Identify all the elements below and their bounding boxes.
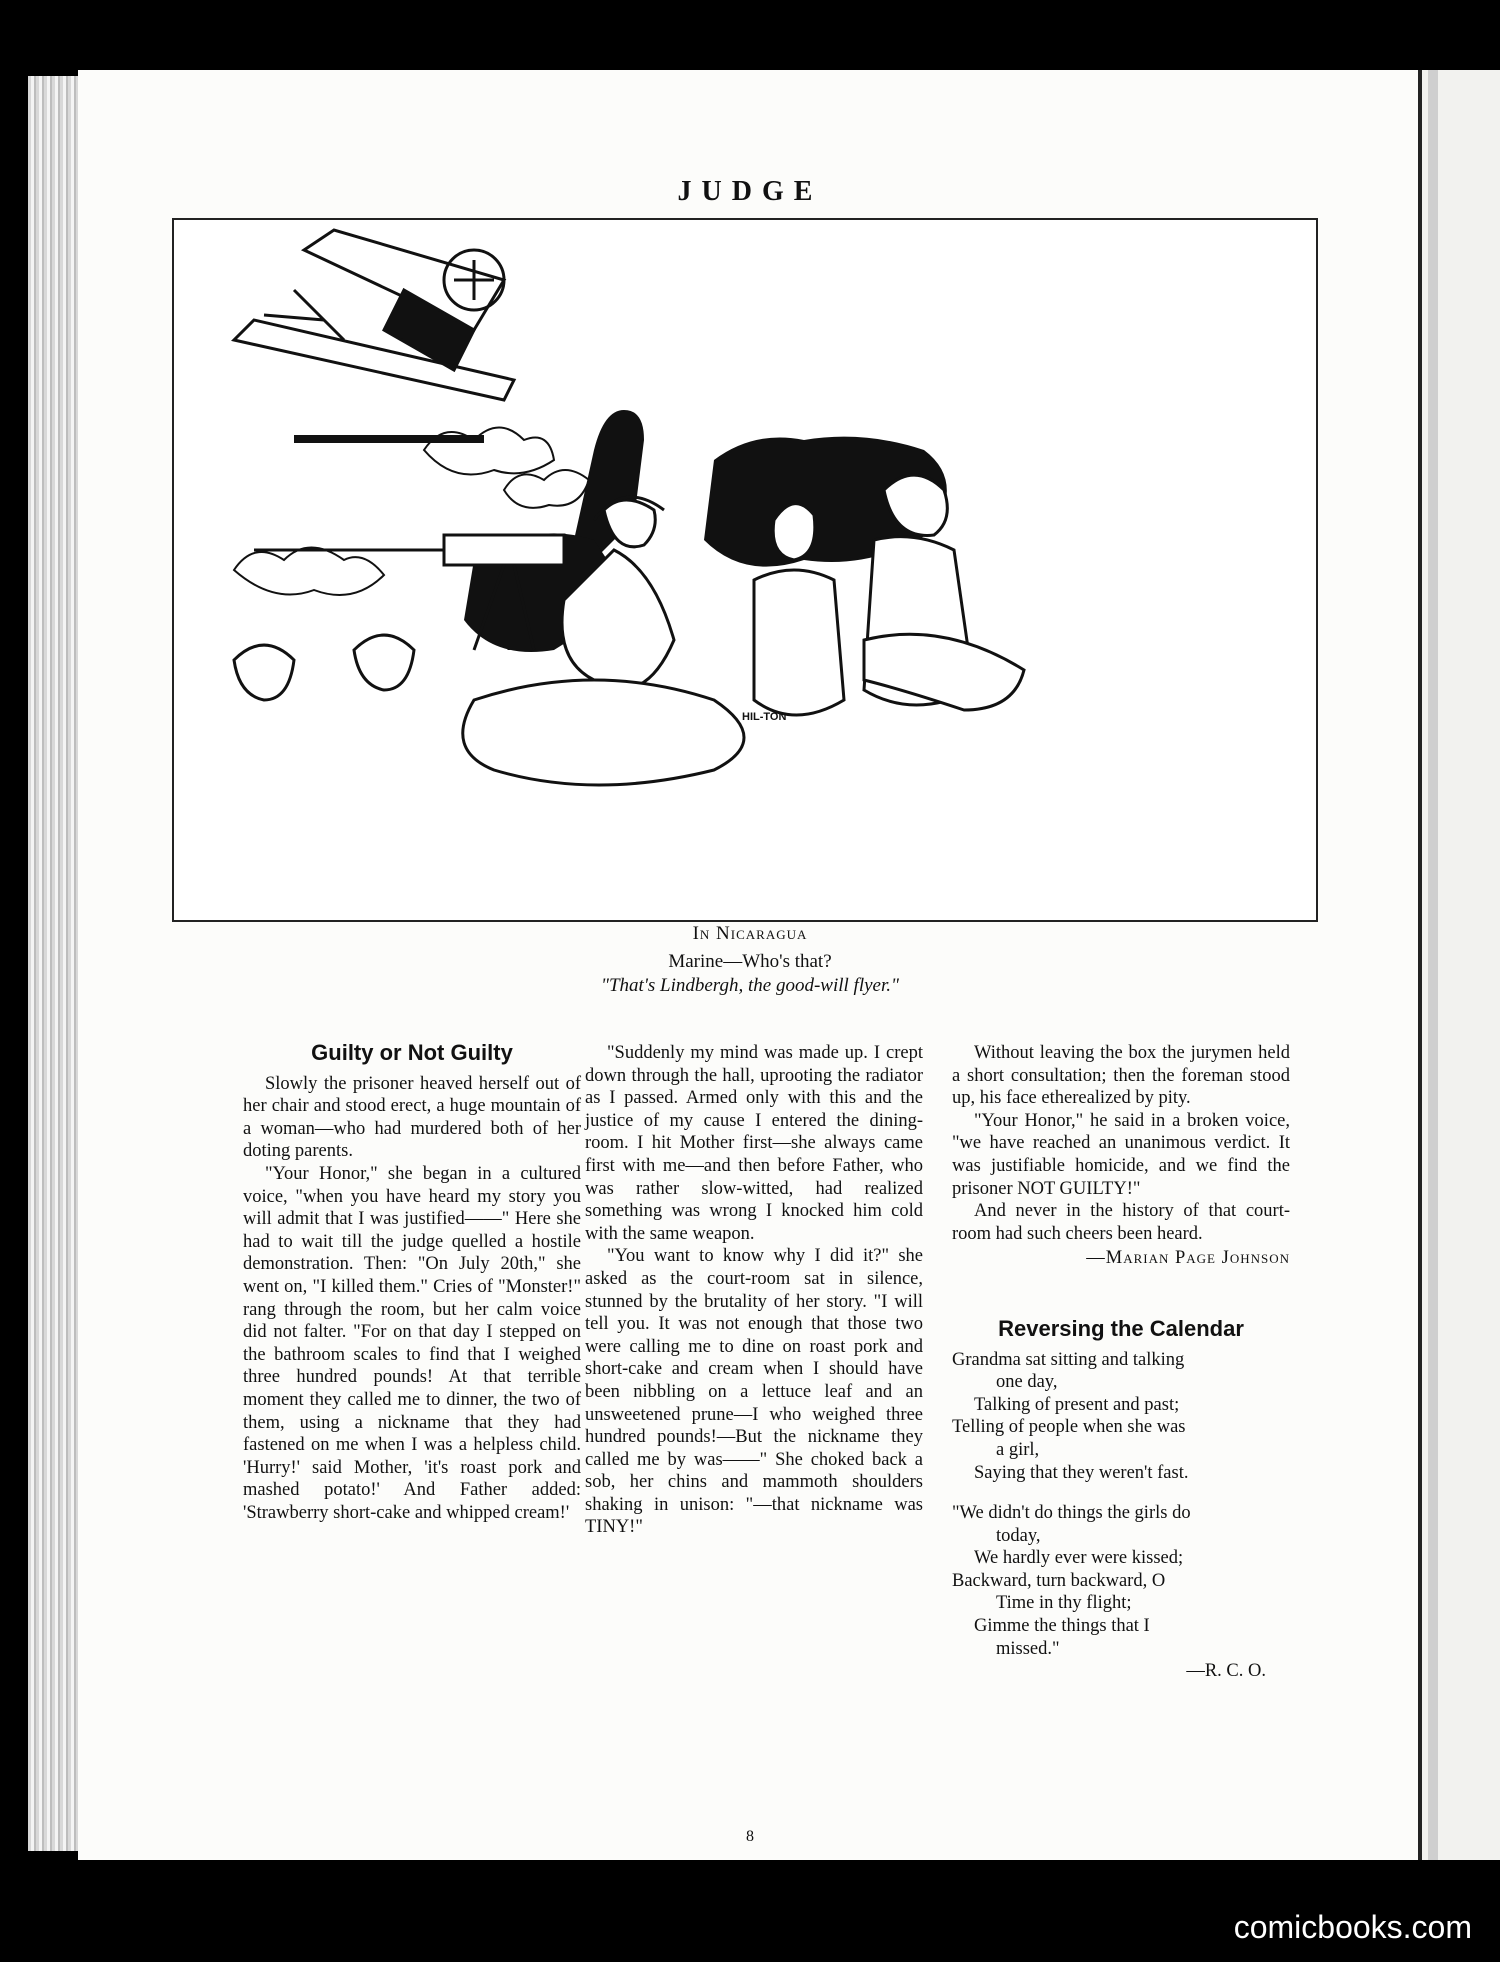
- article-paragraph: "You want to know why I did it?" she asked as the court-room sat in silence, stunned by the brutality of her story. "I will tell you. It was not enough that those two were calling me to dine on roast pork and short-cake and cream when I should have been nibbling on a lettuce leaf and an unsweetened prune—I who weighed three hundred pounds!—But the nickname they called me by was——" She choked back a sob, her chins and mammoth shoulders shaking in unison: "—that nickname was TINY!": [585, 1246, 923, 1538]
- poem-line: a girl,: [996, 1439, 1040, 1460]
- poem-line: Backward, turn backward, O: [952, 1570, 1166, 1591]
- column-1: [243, 1042, 581, 1524]
- wounded-soldiers: [234, 635, 744, 785]
- poem-line: Saying that they weren't fast.: [974, 1462, 1189, 1483]
- article-paragraph: "Your Honor," he said in a broken voice, "we have reached an unanimous verdict. It was justifiable homicide, and we find the prisoner NOT GUILTY!": [952, 1110, 1290, 1199]
- column-3: [952, 1042, 1290, 1683]
- page-number: 8: [746, 1828, 754, 1845]
- poem-title: Reversing the Calendar: [998, 1315, 1244, 1341]
- cartoon-caption-line-1: Marine—Who's that?: [668, 951, 832, 972]
- article-paragraph: "Suddenly my mind was made up. I crept down through the hall, uprooting the radiator as I passed. Armed only with this and the justice of my cause I entered the dining-room. I hit Mother first—she always came first with me—and then before Father, who was rather slow-witted, had realized something was wrong I knocked him cold with the same weapon.: [585, 1043, 923, 1244]
- poem-line: missed.": [996, 1638, 1060, 1659]
- poem-line: one day,: [996, 1372, 1058, 1393]
- poem-byline: —R. C. O.: [1186, 1661, 1266, 1682]
- article-paragraph: And never in the history of that court-room had such cheers been heard.: [952, 1201, 1290, 1244]
- article-paragraph: Without leaving the box the jurymen held a short consultation; then the foreman stood up, his face etherealized by pity.: [952, 1043, 1290, 1109]
- watermark: comicbooks.com: [1233, 1909, 1472, 1945]
- poem-line: today,: [996, 1525, 1041, 1546]
- running-head: JUDGE: [677, 176, 823, 207]
- poem-line: Time in thy flight;: [996, 1593, 1132, 1614]
- seated-figures: [754, 475, 1024, 715]
- airplane-icon: [234, 230, 514, 400]
- cartoon-drawing: [174, 220, 1316, 920]
- artist-signature-text: HIL-TON: [742, 711, 787, 723]
- poem-line: Telling of people when she was: [952, 1417, 1186, 1438]
- poem-line: Talking of present and past;: [974, 1394, 1180, 1415]
- poem: [952, 1315, 1290, 1683]
- article-title: Guilty or Not Guilty: [311, 1040, 513, 1065]
- poem-line: We hardly ever were kissed;: [974, 1548, 1184, 1569]
- article-byline: —Marian Page Johnson: [1086, 1248, 1290, 1269]
- cartoon-caption-line-2: "That's Lindbergh, the good-will flyer.": [601, 975, 899, 996]
- cartoon-caption-title: In Nicaragua: [692, 923, 808, 944]
- cartoon-illustration: [172, 218, 1318, 922]
- poem-line: Gimme the things that I: [974, 1616, 1150, 1637]
- column-2: [585, 1042, 923, 1539]
- article-paragraph: Slowly the prisoner heaved herself out of her chair and stood erect, a huge mountain of a woman—who had murdered both of her doting parents.: [243, 1073, 581, 1162]
- poem-line: Grandma sat sitting and talking: [952, 1349, 1185, 1370]
- poem-line: "We didn't do things the girls do: [952, 1503, 1191, 1524]
- artist-signature: [742, 711, 786, 723]
- article-paragraph: "Your Honor," she began in a cultured voice, "when you have heard my story you will admit that I was justified——" Here she had to wait till the judge quelled a hostile demonstration. Then: "On July 20th," she went on, "I killed them." Cries of "Monster!" rang through the room, but her calm voice did not falter. "For on that day I stepped on the bathroom scales to find that I weighed three hundred pounds! At that terrible moment they called me to dinner, the two of them, using a nickname that they had fastened on me when I was a helpless child. 'Hurry!' said Mother, 'it's roast pork and mashed potato!' And Father added: 'Strawberry short-cake and whipped cream!': [243, 1163, 581, 1523]
